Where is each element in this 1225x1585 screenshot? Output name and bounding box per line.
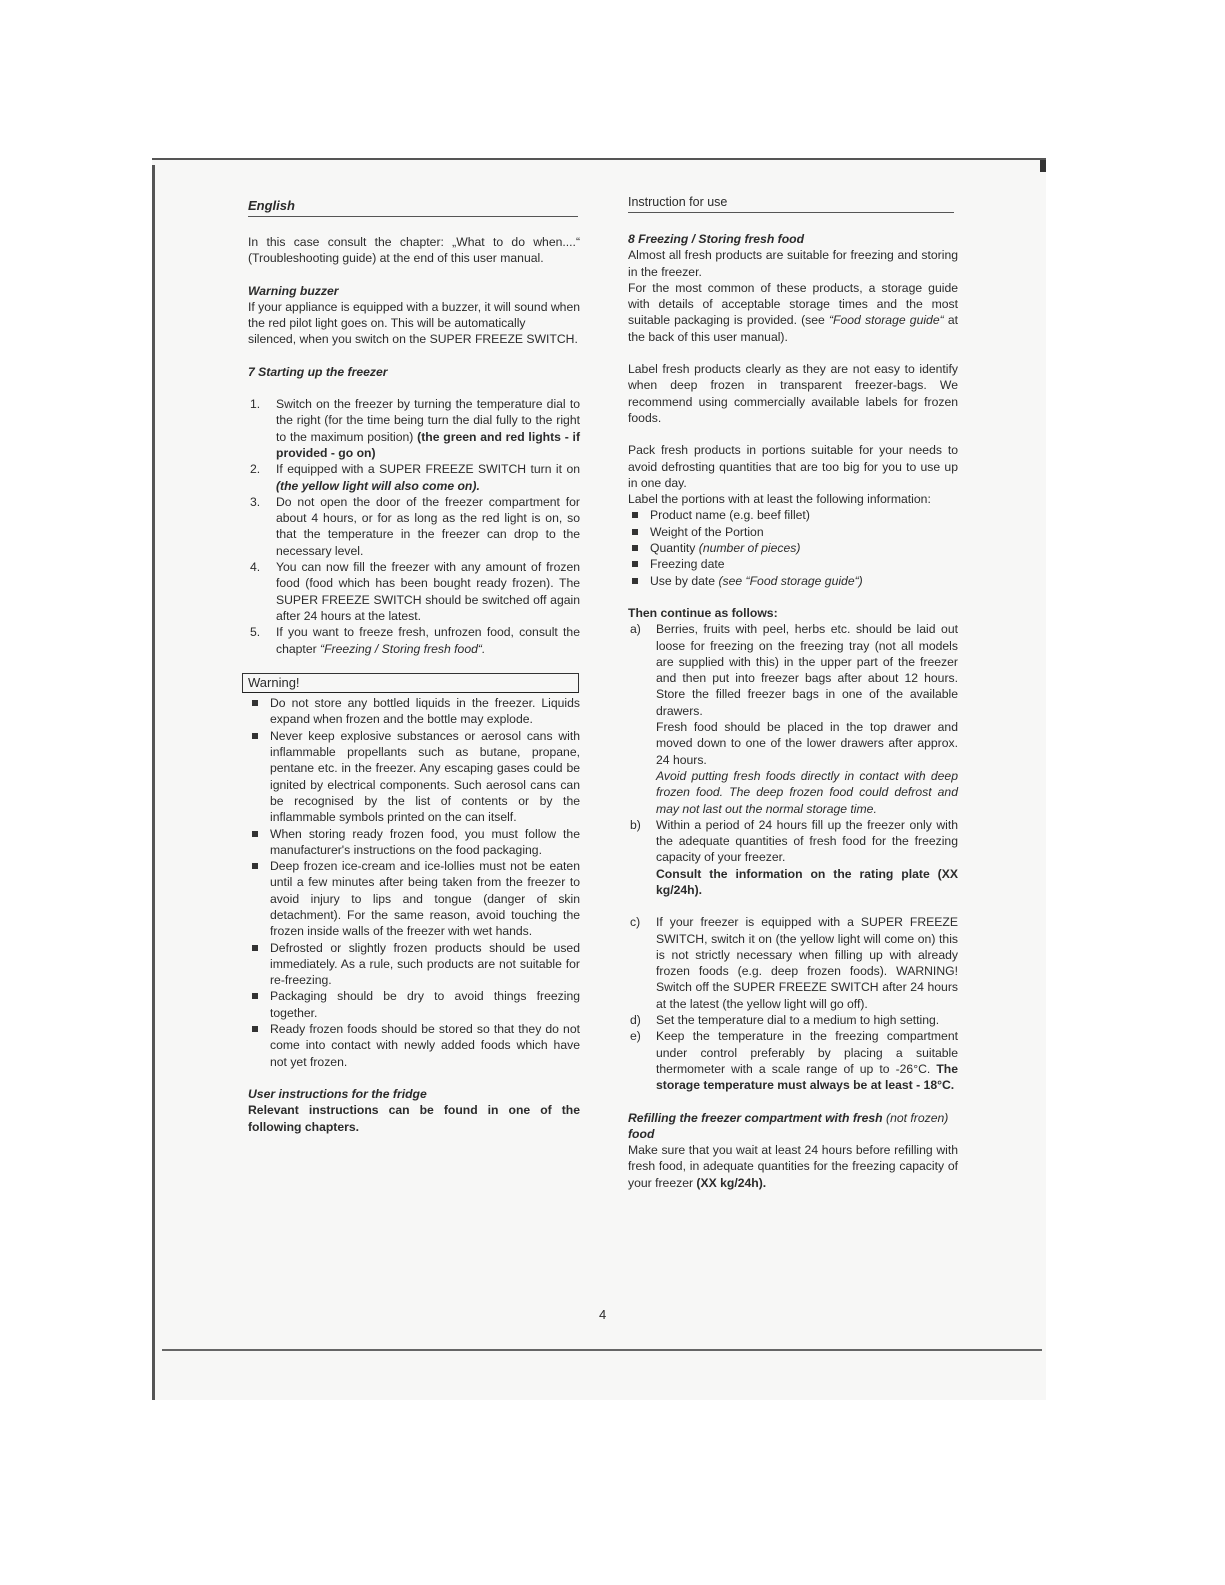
info-item: Quantity (number of pieces) [628, 540, 958, 556]
step-c: c) If your freezer is equipped with a SUPER FREEZE SWITCH, switch it on (the yellow light will come on) this is not strictly necessary when filling up with already frozen foods (e.g. deep frozen foods). WARNING! Switch off the SUPER FREEZE SWITCH after 24 hours at the latest (the yellow light will go off). [630, 915, 958, 1011]
warning-item: Defrosted or slightly frozen products should be used immediately. As a rule, such products are not suitable for re-freezing. [248, 940, 580, 989]
warning-item: Deep frozen ice-cream and ice-lollies must not be eaten until a few minutes after being taken from the freezer to avoid injury to lips and tongue (danger of skin detachment). For the same reason, avoid touching the frozen inside walls of the freezer with wet hands. [248, 858, 580, 939]
refill-text: Make sure that you wait at least 24 hours before refilling with fresh food, in adequate quantities for the freezing capacity of your freezer (XX kg/24h). [628, 1143, 958, 1190]
warning-buzzer-text-2: silenced, when you switch on the SUPER FREEZE SWITCH. [248, 332, 578, 347]
step-3: 3. Do not open the door of the freezer compartment for about 4 hours, or for as long as the red light is on, so that the temperature in the freezer can drop to the necessary level. [250, 494, 580, 558]
warning-item: When storing ready frozen food, you must follow the manufacturer's instructions on the food packaging. [248, 826, 580, 859]
fridge-title: User instructions for the fridge [248, 1086, 427, 1101]
refill-title: Refilling the freezer compartment with fresh (not frozen) food [628, 1110, 949, 1141]
right-column [628, 231, 958, 1207]
warning-box-label: Warning! [242, 673, 579, 693]
step-e: e) Keep the temperature in the freezing compartment under control preferably by placing a suitable thermometer with a scale range of up to -26°C. The storage temperature must always be at least - 18°C. [630, 1029, 959, 1093]
info-item: Product name (e.g. beef fillet) [628, 507, 958, 523]
warning-item: Ready frozen foods should be stored so that they do not come into contact with newly added foods which have not yet frozen. [248, 1021, 580, 1070]
label-text: Label fresh products clearly as they are not easy to identify when deep frozen in transparent freezer-bags. We recommend using commercially available labels for frozen foods. [628, 362, 958, 425]
freezing-text-2: For the most common of these products, a storage guide with details of acceptable storage times and the most suitable packaging is provided. (see “Food storage guide“ at the back of this user manual). [628, 280, 959, 344]
step-a: a) Berries, fruits with peel, herbs etc. should be laid out loose for freezing on the freezing tray (not all models are supplied with this) in the upper part of the freezer and then put into freezer bags after about 12 hours. Store the filled freezer bags in one of the available drawers. Fresh food should be placed in the top drawer and moved down to one of the lower drawers after approx. 24 hours. Avoid putting fresh foods directly in contact with deep frozen food. The deep frozen food could defrost and may not last out the normal storage time. [630, 622, 958, 816]
info-item: Freezing date [628, 556, 958, 572]
fridge-text: Relevant instructions can be found in one of the following chapters. [248, 1103, 580, 1134]
starting-title: 7 Starting up the freezer [248, 364, 388, 379]
warning-buzzer-text: If your appliance is equipped with a buzzer, it will sound when the red pilot light goes on. This will be automatically [248, 299, 580, 331]
info-item: Weight of the Portion [628, 524, 958, 540]
warning-buzzer-title: Warning buzzer [248, 283, 339, 298]
starting-steps [248, 396, 580, 657]
freezing-title: 8 Freezing / Storing fresh food [628, 232, 805, 246]
warning-list [248, 695, 580, 1070]
warning-item: Do not store any bottled liquids in the freezer. Liquids expand when frozen and the bottle may explode. [248, 695, 580, 728]
page-left-edge [152, 165, 155, 1400]
continue-steps [628, 621, 958, 1093]
step-2: 2. If equipped with a SUPER FREEZE SWITCH turn it on (the yellow light will also come on). [250, 462, 580, 493]
freezing-text-1: Almost all fresh products are suitable for freezing and storing in the freezer. [628, 248, 958, 279]
page-number: 4 [599, 1307, 607, 1322]
page-corner-mark [1040, 160, 1046, 172]
header-title: Instruction for use [628, 195, 954, 213]
intro-text: In this case consult the chapter: „What to do when....“ (Troubleshooting guide) at the end of this user manual. [248, 235, 580, 266]
warning-item: Packaging should be dry to avoid things freezing together. [248, 988, 580, 1021]
continue-title: Then continue as follows: [628, 605, 778, 620]
left-column [248, 234, 580, 1151]
warning-item: Never keep explosive substances or aerosol cans with inflammable propellants such as butane, propane, pentane etc. in the freezer. Any escaping gases could be ignited by electrical components. Such aerosol cans can be recognised by the list of contents or by the inflammable symbols printed on the can itself. [248, 728, 580, 826]
step-b: b) Within a period of 24 hours fill up the freezer only with the adequate quantities of fresh food for the freezing capacity of your freezer. Consult the information on the rating plate (XX kg/24h). [630, 817, 958, 897]
step-4: 4. You can now fill the freezer with any amount of frozen food (food which has been bought ready frozen). The SUPER FREEZE SWITCH should be switched off again after 24 hours at the latest. [250, 560, 580, 623]
bottom-rule [162, 1349, 1042, 1351]
pack-text: Pack fresh products in portions suitable for your needs to avoid defrosting quantities that are too big for you to use up in one day. [628, 443, 958, 490]
step-1: 1. Switch on the freezer by turning the temperature dial to the right (for the time being turn the dial fully to the right to the maximum position) (the green and red lights - if provided - go on) [250, 397, 581, 460]
info-item: Use by date (see “Food storage guide“) [628, 573, 958, 589]
label-info-list [628, 507, 958, 588]
step-d: d) Set the temperature dial to a medium to high setting. [630, 1013, 940, 1028]
label-portions-text: Label the portions with at least the following information: [628, 492, 931, 507]
step-5: 5. If you want to freeze fresh, unfrozen food, consult the chapter “Freezing / Storing fresh food“. [250, 625, 580, 656]
header-language: English [248, 198, 578, 217]
